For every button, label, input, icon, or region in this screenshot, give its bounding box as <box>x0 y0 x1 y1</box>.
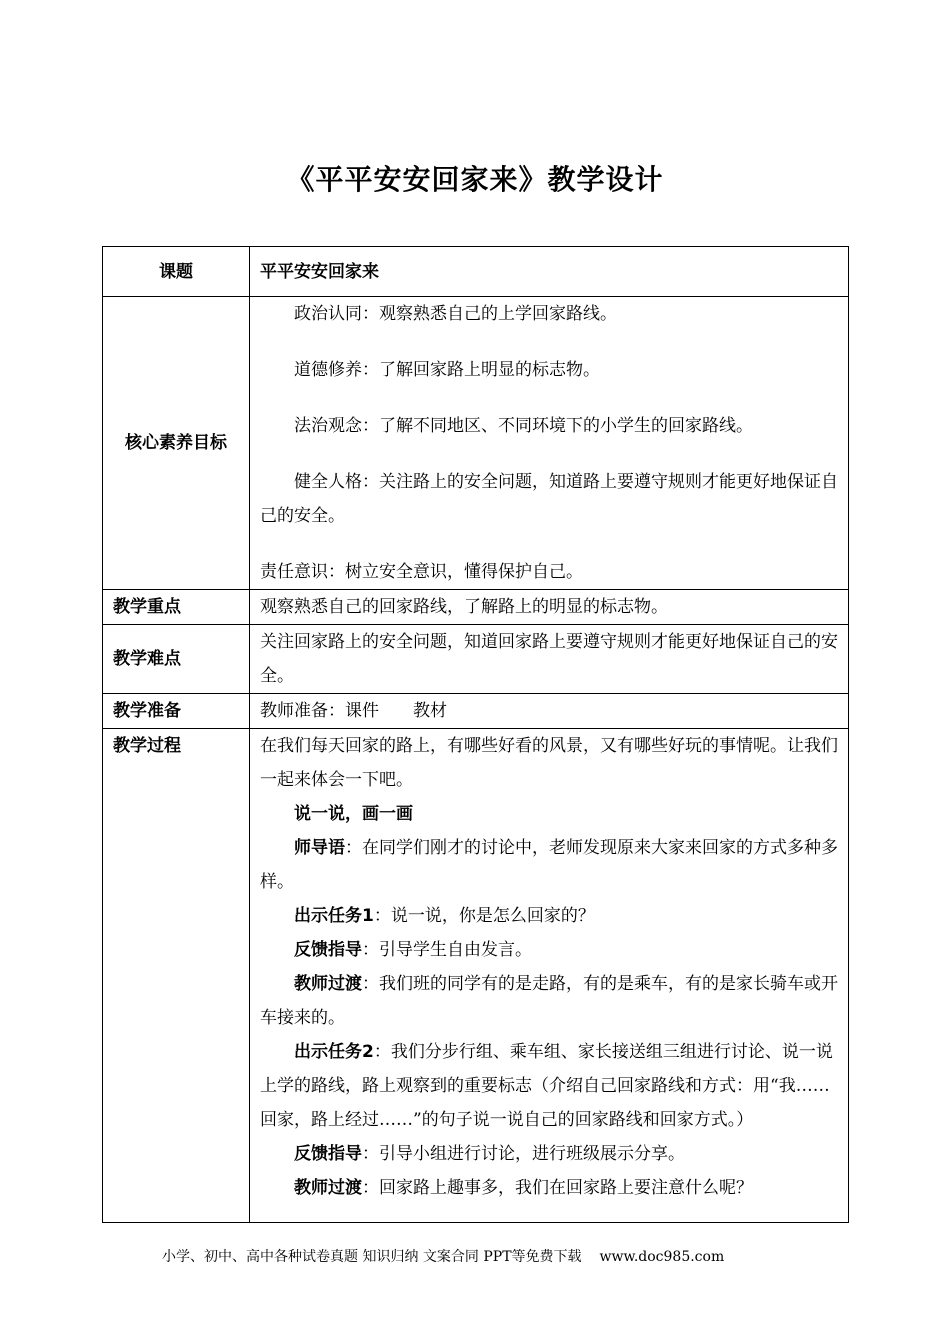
goal-item: 健全人格：关注路上的安全问题，知道路上要遵守规则才能更好地保证自己的安全。 <box>260 472 838 526</box>
footer-text: 小学、初中、高中各种试卷真题 知识归纳 文案合同 PPT等免费下载 <box>162 1249 582 1265</box>
step-key: 教师过渡 <box>294 1178 362 1198</box>
topic-label: 课题 <box>103 247 250 297</box>
difficulty-label: 教学难点 <box>103 625 250 694</box>
table-row-prep <box>103 694 849 729</box>
goal-item: 责任意识：树立安全意识，懂得保护自己。 <box>260 562 583 582</box>
difficulty-value: 关注回家路上的安全问题，知道回家路上要遵守规则才能更好地保证自己的安全。 <box>250 625 849 694</box>
focus-label: 教学重点 <box>103 590 250 625</box>
prep-value: 教师准备：课件 教材 <box>250 694 849 729</box>
process-step <box>260 1171 838 1205</box>
step-key: 反馈指导 <box>294 1144 362 1164</box>
process-step <box>260 1035 838 1137</box>
table-row-process <box>103 729 849 1223</box>
topic-value-text: 平平安安回家来 <box>260 261 379 282</box>
goals-label: 核心素养目标 <box>103 297 250 590</box>
table-row-topic <box>103 247 849 297</box>
step-text: ：我们分步行组、乘车组、家长接送组三组进行讨论、说一说上学的路线，路上观察到的重要标志（介绍自己回家路线和方式：用“我……回家，路上经过……”的句子说一说自己的回家路线和回家方式。） <box>260 1042 833 1130</box>
goal-item: 政治认同：观察熟悉自己的上学回家路线。 <box>294 304 617 324</box>
section-title-text: 说一说，画一画 <box>294 804 413 824</box>
process-cell <box>250 729 849 1223</box>
step-text: ：说一说，你是怎么回家的？ <box>373 906 595 926</box>
document-title: 《平平安安回家来》教学设计 <box>286 163 664 196</box>
step-key: 出示任务2 <box>294 1042 374 1062</box>
process-step <box>260 899 838 933</box>
step-key: 教师过渡 <box>294 974 362 994</box>
process-step <box>260 967 838 1035</box>
lesson-plan-table <box>102 246 849 1223</box>
step-key: 反馈指导 <box>294 940 362 960</box>
topic-value <box>250 247 849 297</box>
footer-url[interactable]: www.doc985.com <box>599 1249 725 1265</box>
step-text: ：引导小组进行讨论，进行班级展示分享。 <box>362 1144 685 1164</box>
table-row-goals <box>103 297 849 590</box>
step-text: ：在同学们刚才的讨论中，老师发现原来大家来回家的方式多种多样。 <box>260 838 838 892</box>
page-footer <box>162 1246 724 1266</box>
step-key: 师导语 <box>294 838 345 858</box>
step-text: ：我们班的同学有的是走路，有的是乘车，有的是家长骑车或开车接来的。 <box>260 974 838 1028</box>
prep-label: 教学准备 <box>103 694 250 729</box>
goal-item: 法治观念：了解不同地区、不同环境下的小学生的回家路线。 <box>294 416 753 436</box>
process-label: 教学过程 <box>103 729 250 1223</box>
process-section-title <box>260 797 838 831</box>
process-intro: 在我们每天回家的路上，有哪些好看的风景，又有哪些好玩的事情呢。让我们一起来体会一下吧。 <box>260 736 838 790</box>
goals-cell <box>250 297 849 590</box>
step-key: 出示任务1 <box>294 906 374 926</box>
goal-item: 道德修养：了解回家路上明显的标志物。 <box>294 360 600 380</box>
process-step <box>260 831 838 899</box>
step-text: ：引导学生自由发言。 <box>362 940 532 960</box>
focus-value: 观察熟悉自己的回家路线，了解路上的明显的标志物。 <box>250 590 849 625</box>
table-row-focus <box>103 590 849 625</box>
process-step <box>260 1137 838 1171</box>
step-text: ：回家路上趣事多，我们在回家路上要注意什么呢？ <box>362 1178 753 1198</box>
table-row-difficulty <box>103 625 849 694</box>
process-step <box>260 933 838 967</box>
